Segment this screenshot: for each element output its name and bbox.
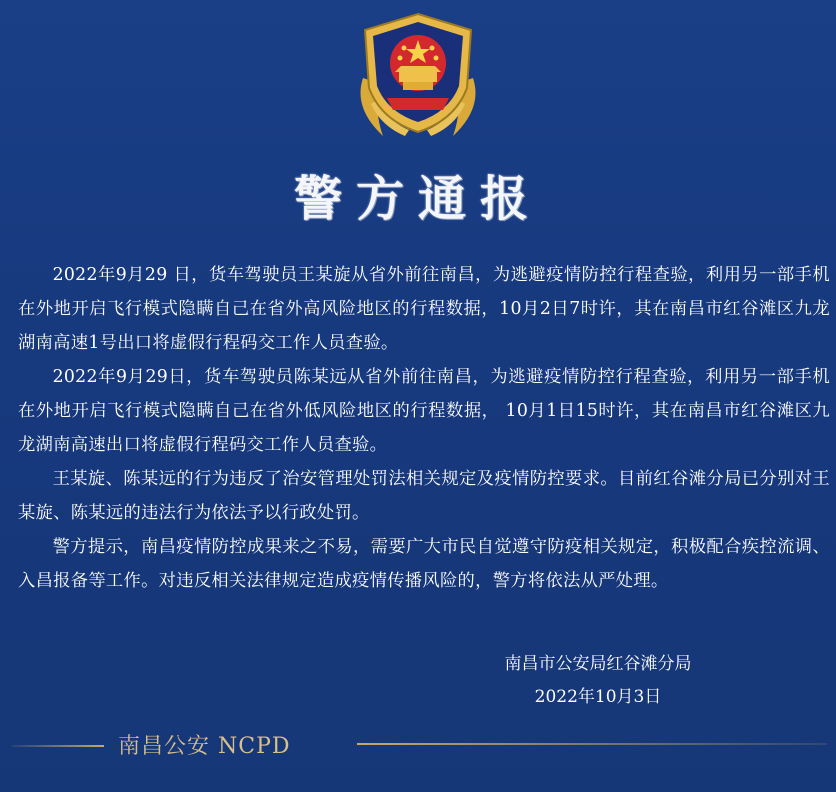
footer-brand: 南昌公安 NCPD [118,734,291,759]
footer [0,728,836,762]
issue-date: 2022年10月3日 [534,687,662,707]
footer-divider-right [357,743,827,745]
signature-block [478,648,718,714]
notice-body [18,258,830,598]
paragraph: 王某旋、陈某远的行为违反了治安管理处罚法相关规定及疫情防控要求。目前红谷滩分局已分别对王某旋、陈某远的违法行为依法予以行政处罚。 [18,469,830,523]
paragraph: 警方提示，南昌疫情防控成果来之不易，需要广大市民自觉遵守防疫相关规定，积极配合疾控流调、入昌报备等工作。对违反相关法律规定造成疫情传播风险的，警方将依法从严处理。 [18,537,830,591]
paragraph: 2022年9月29 日，货车驾驶员王某旋从省外前往南昌，为逃避疫情防控行程查验，利用另一部手机在外地开启飞行模式隐瞒自己在省外高风险地区的行程数据，10月2日7时许，其在南昌市红谷滩区九龙湖南高速1号出口将虚假行程码交工作人员查验。 [18,265,830,353]
police-emblem-icon [343,8,493,148]
footer-divider-left [12,745,104,747]
paragraph: 2022年9月29日，货车驾驶员陈某远从省外前往南昌，为逃避疫情防控行程查验，利用另一部手机在外地开启飞行模式隐瞒自己在省外低风险地区的行程数据， 10月1日15时许，其在南昌市红谷滩区九龙湖南高速出口将虚假行程码交工作人员查验。 [18,367,830,455]
issuer-name: 南昌市公安局红谷滩分局 [504,654,692,674]
page-title: 警方通报 [293,171,542,227]
